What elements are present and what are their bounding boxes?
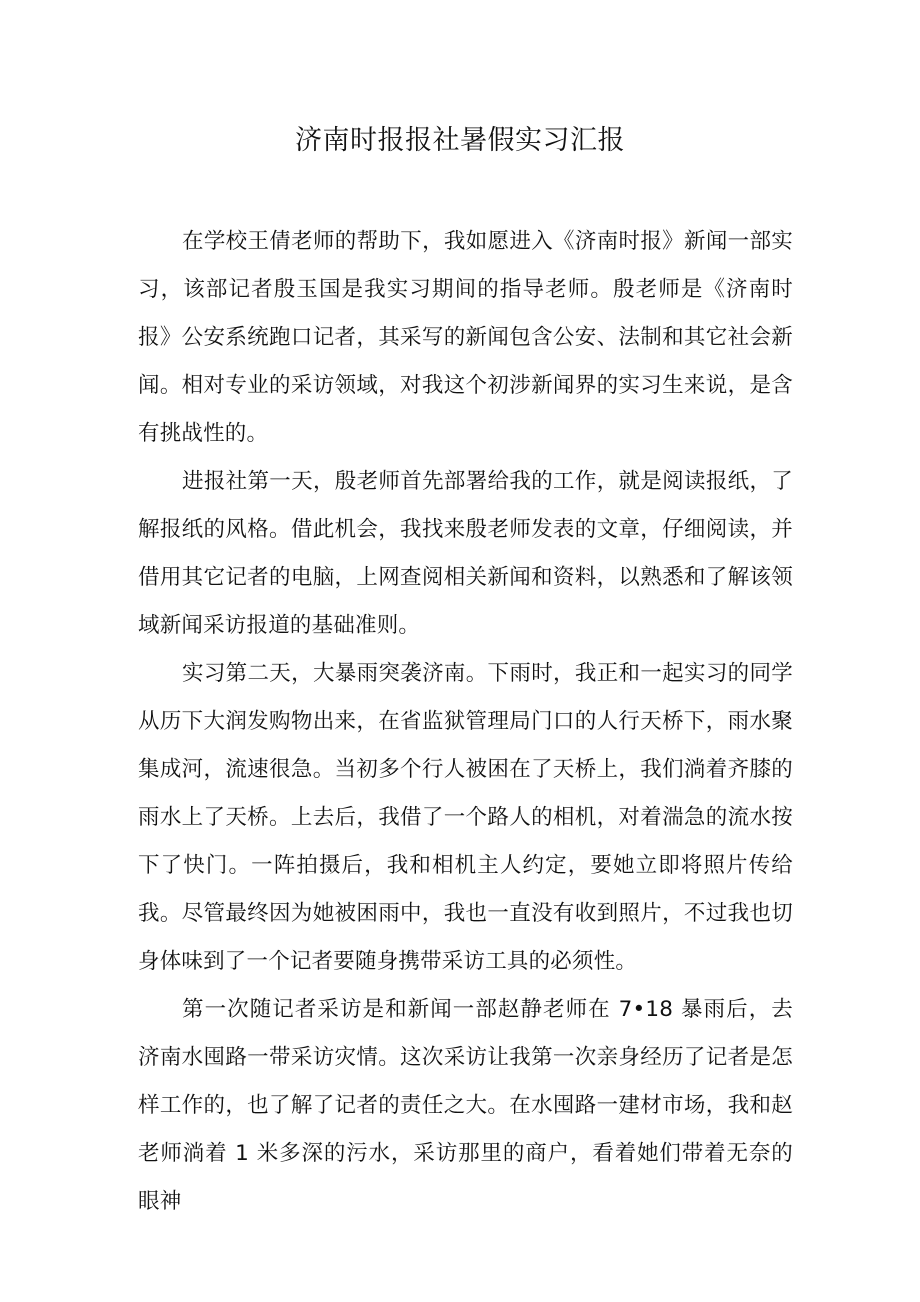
paragraph-4: 第一次随记者采访是和新闻一部赵静老师在 7•18 暴雨后，去济南水囤路一带采访灾情。这次采访让我第一次亲身经历了记者是怎样工作的，也了解了记者的责任之大。在水囤路一建材市场，我和赵老师淌着 1 米多深的污水，采访那里的商户，看着她们带着无奈的眼神 [138, 997, 793, 1214]
document-body [138, 218, 793, 1226]
paragraph-3: 实习第二天，大暴雨突袭济南。下雨时，我正和一起实习的同学从历下大润发购物出来，在省监狱管理局门口的人行天桥下，雨水聚集成河，流速很急。当初多个行人被困在了天桥上，我们淌着齐膝的雨水上了天桥。上去后，我借了一个路人的相机，对着湍急的流水按下了快门。一阵拍摄后，我和相机主人约定，要她立即将照片传给我。尽管最终因为她被困雨中，我也一直没有收到照片，不过我也切身体味到了一个记者要随身携带采访工具的必须性。 [138, 661, 793, 974]
paragraph-1: 在学校王倩老师的帮助下，我如愿进入《济南时报》新闻一部实习，该部记者殷玉国是我实习期间的指导老师。殷老师是《济南时报》公安系统跑口记者，其采写的新闻包含公安、法制和其它社会新闻。相对专业的采访领域，对我这个初涉新闻界的实习生来说，是含有挑战性的。 [138, 229, 793, 446]
document-title: 济南时报报社暑假实习汇报 [295, 125, 625, 156]
paragraph-2: 进报社第一天，殷老师首先部署给我的工作，就是阅读报纸，了解报纸的风格。借此机会，我找来殷老师发表的文章，仔细阅读，并借用其它记者的电脑，上网查阅相关新闻和资料，以熟悉和了解该领域新闻采访报道的基础准则。 [138, 469, 793, 638]
